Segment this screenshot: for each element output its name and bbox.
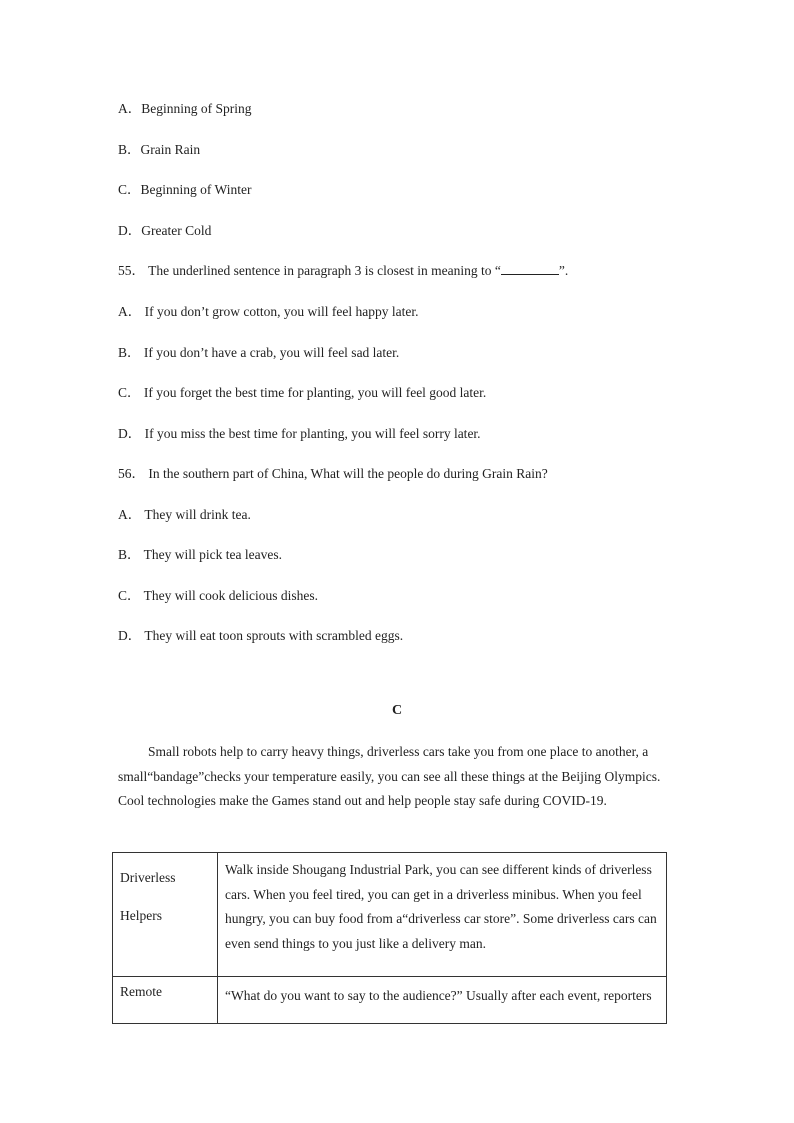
q54-option-a: A．Beginning of Spring xyxy=(118,101,252,116)
row-label-line-1: Driverless xyxy=(120,870,176,885)
section-heading: C xyxy=(391,703,403,718)
row-content-cell: “What do you want to say to the audience?” Usually after each event, reporters xyxy=(218,977,667,1024)
intro-paragraph: Small robots help to carry heavy things, driverless cars take you from one place to another, a small“bandage”checks your temperature easily, you can see all these things at the Beijing Olympics. Cool technologies make the Games stand out and help people stay safe during COVID-19. xyxy=(118,744,661,808)
technology-table xyxy=(112,852,667,1024)
q55-stem xyxy=(118,259,568,279)
q55-option-d: D． If you miss the best time for planting, you will feel sorry later. xyxy=(118,426,481,441)
q55-option-c: C． If you forget the best time for planting, you will feel good later. xyxy=(118,385,487,400)
q55-option-a: A． If you don’t grow cotton, you will feel happy later. xyxy=(118,304,419,319)
row-label-cell: Remote xyxy=(113,977,218,1024)
q55-stem-text: 55． The underlined sentence in paragraph 3 is closest in meaning to “ xyxy=(118,263,501,278)
q56-option-c: C． They will cook delicious dishes. xyxy=(118,588,318,603)
q54-option-c: C．Beginning of Winter xyxy=(118,182,252,197)
q56-option-a: A． They will drink tea. xyxy=(118,507,251,522)
row-label-line-2: Helpers xyxy=(120,908,162,923)
q54-option-d: D．Greater Cold xyxy=(118,223,212,238)
answer-blank xyxy=(501,262,559,275)
row-label-cell xyxy=(113,853,218,977)
row-content-cell: Walk inside Shougang Industrial Park, you can see different kinds of driverless cars. When you feel tired, you can get in a driverless minibus. When you feel hungry, you can buy food from a“driverless car store”. Some driverless cars can even send things to you just like a delivery man. xyxy=(218,853,667,977)
table-row xyxy=(113,853,667,977)
q55-option-b: B． If you don’t have a crab, you will feel sad later. xyxy=(118,345,400,360)
q56-stem: 56． In the southern part of China, What will the people do during Grain Rain? xyxy=(118,466,548,481)
table-row xyxy=(113,977,667,1024)
q54-option-b: B．Grain Rain xyxy=(118,142,201,157)
q55-stem-end: ”. xyxy=(558,263,569,278)
q56-option-b: B． They will pick tea leaves. xyxy=(118,547,282,562)
q56-option-d: D． They will eat toon sprouts with scrambled eggs. xyxy=(118,628,404,643)
